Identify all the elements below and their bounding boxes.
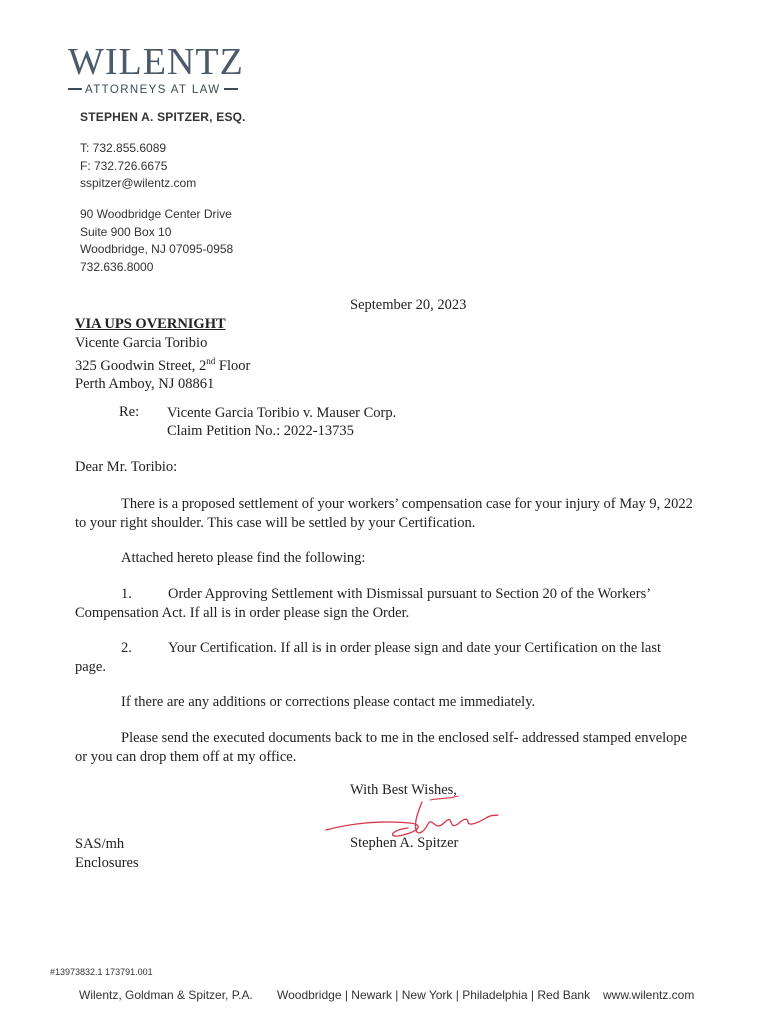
sender-email: sspitzer@wilentz.com [80, 176, 197, 190]
tagline-text: ATTORNEYS AT LAW [85, 84, 221, 96]
recipient-street [75, 352, 250, 375]
address-line: Suite 900 Box 10 [80, 224, 172, 239]
footer-firm-name: Wilentz, Goldman & Spitzer, P.A. [79, 988, 253, 1002]
tagline-rule-right [224, 88, 238, 89]
recipient-city: Perth Amboy, NJ 08861 [75, 375, 215, 392]
paragraph-corrections-text: If there are any additions or corrections please contact me immediately. [121, 694, 536, 710]
footer-website-link[interactable]: www.wilentz.com [603, 988, 695, 1002]
typist-initials: SAS/mh [75, 836, 125, 852]
sender-fax: F: 732.726.6675 [80, 158, 168, 173]
sender-name: STEPHEN A. SPITZER, ESQ. [80, 110, 246, 124]
list-item-certification [75, 639, 695, 676]
address-line: 732.636.8000 [80, 259, 154, 274]
firm-tagline [68, 83, 238, 97]
recipient-block [75, 334, 250, 393]
recipient-street-floor: Floor [215, 357, 251, 374]
list-item-number: 2. [121, 640, 132, 656]
re-label: Re: [119, 404, 140, 420]
address-line: 90 Woodbridge Center Drive [80, 207, 232, 221]
recipient-street-text: 325 Goodwin Street, 2 [75, 357, 207, 374]
paragraph-attached-text: Attached hereto please find the following: [121, 550, 366, 566]
address-line: Woodbridge, NJ 07095-0958 [80, 242, 234, 256]
recipient-name: Vicente Garcia Toribio [75, 335, 208, 351]
re-case-name: Vicente Garcia Toribio v. Mauser Corp. [167, 405, 397, 421]
sender-contact [80, 140, 196, 193]
re-claim-number: Claim Petition No.: 2022-13735 [167, 423, 354, 439]
sender-address [80, 206, 233, 276]
paragraph-return [75, 729, 695, 766]
footer-offices: Woodbridge | Newark | New York | Philadelphia | Red Bank [277, 988, 591, 1002]
salutation: Dear Mr. Toribio: [75, 459, 178, 475]
paragraph-corrections [75, 693, 695, 712]
tagline-rule-left [68, 88, 82, 89]
list-item-text: Your Certification. If all is in order please sign and date your Certification on the last page. [75, 640, 662, 675]
signer-name: Stephen A. Spitzer [350, 835, 459, 851]
reference-initials [75, 835, 139, 872]
paragraph-return-text: Please send the executed documents back to me in the enclosed self- addressed stamped envelope or you can drop them off at my office. [75, 730, 688, 765]
paragraph-settlement [75, 495, 695, 532]
enclosures-note: Enclosures [75, 854, 139, 871]
list-item-order [75, 585, 695, 622]
re-block [167, 404, 396, 440]
list-item-text: Order Approving Settlement with Dismissal pursuant to Section 20 of the Workers’ Compensation Act. If all is in order please sign the Order. [75, 586, 650, 621]
delivery-method: VIA UPS OVERNIGHT [75, 316, 226, 332]
list-item-number: 1. [121, 586, 132, 602]
sender-phone: T: 732.855.6089 [80, 141, 167, 155]
document-id: #13973832.1 173791.001 [50, 967, 153, 977]
firm-logo: WILENTZ [68, 41, 244, 83]
paragraph-attached [75, 549, 695, 568]
letter-date: September 20, 2023 [350, 297, 467, 313]
recipient-street-ordinal: nd [206, 356, 216, 366]
closing: With Best Wishes, [350, 782, 457, 798]
paragraph-settlement-text: There is a proposed settlement of your workers’ compensation case for your injury of May 9, 2022 to your right shoulder. This case will be settled by your Certification. [75, 496, 693, 531]
